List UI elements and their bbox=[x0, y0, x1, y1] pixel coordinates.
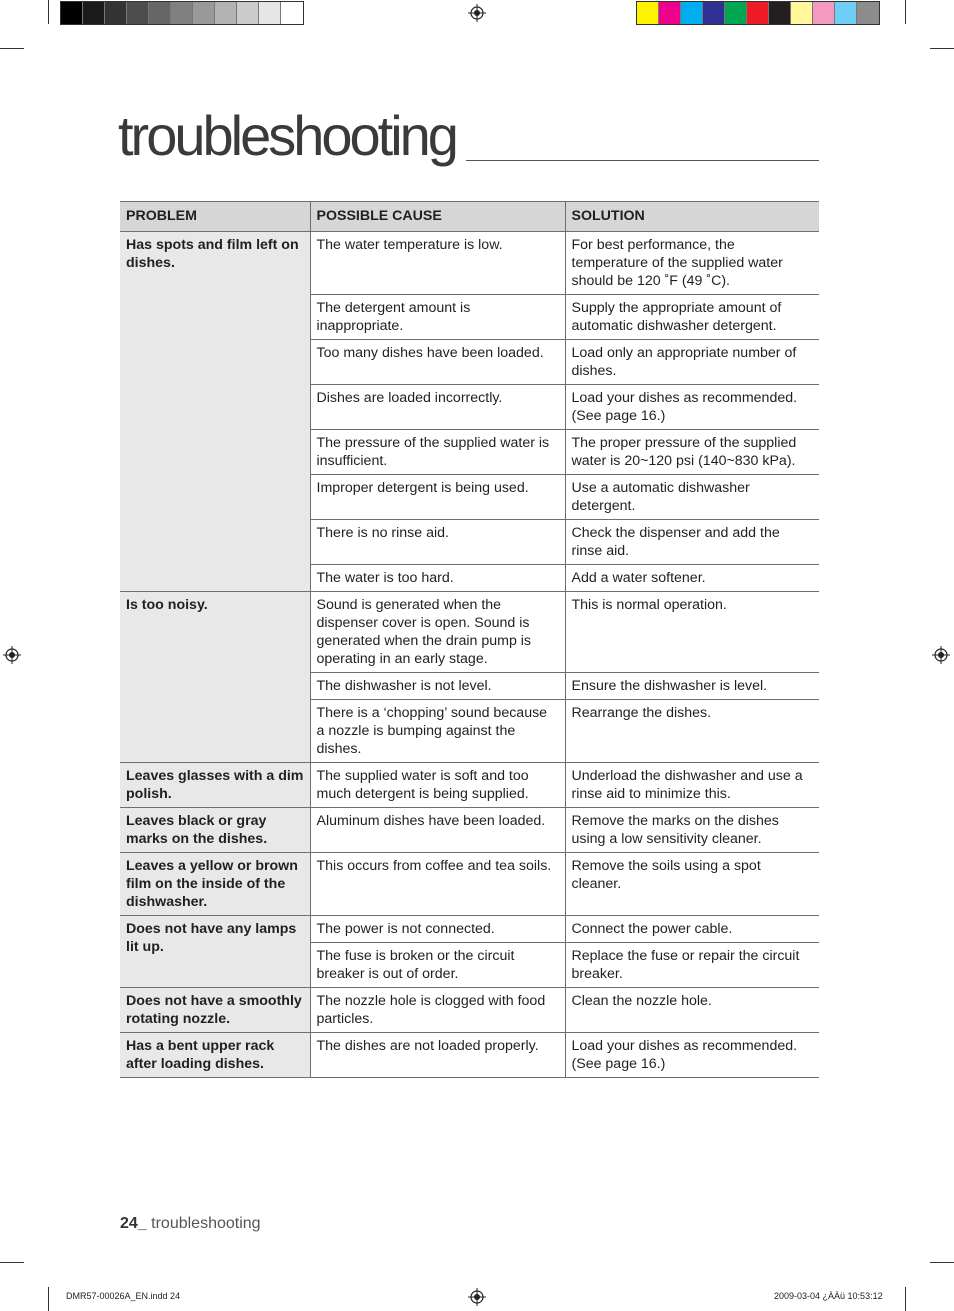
slug-file-name: DMR57-00026A_EN.indd 24 bbox=[66, 1291, 181, 1301]
color-swatch bbox=[237, 2, 259, 24]
problem-cell: Has spots and film left on dishes. bbox=[120, 232, 310, 592]
table-row bbox=[120, 763, 819, 808]
solution-cell: Ensure the dishwasher is level. bbox=[565, 673, 819, 700]
color-swatch bbox=[835, 2, 857, 24]
problem-cell: Is too noisy. bbox=[120, 592, 310, 763]
title-rule bbox=[466, 160, 819, 161]
crop-mark bbox=[930, 1262, 954, 1263]
table-row bbox=[120, 916, 819, 943]
problem-cell: Leaves glasses with a dim polish. bbox=[120, 763, 310, 808]
cause-cell: The dishes are not loaded properly. bbox=[310, 1033, 565, 1078]
table-row bbox=[120, 1033, 819, 1078]
cause-cell: The fuse is broken or the circuit breaker is out of order. bbox=[310, 943, 565, 988]
cause-cell: The water temperature is low. bbox=[310, 232, 565, 295]
cause-cell: The nozzle hole is clogged with food particles. bbox=[310, 988, 565, 1033]
solution-cell: The proper pressure of the supplied water is 20~120 psi (140~830 kPa). bbox=[565, 430, 819, 475]
color-swatch bbox=[149, 2, 171, 24]
table-row bbox=[120, 592, 819, 673]
registration-mark-icon bbox=[468, 4, 486, 22]
problem-cell: Does not have a smoothly rotating nozzle. bbox=[120, 988, 310, 1033]
page-footer bbox=[120, 1215, 261, 1233]
color-swatch bbox=[193, 2, 215, 24]
table-row bbox=[120, 232, 819, 295]
cause-cell: Improper detergent is being used. bbox=[310, 475, 565, 520]
color-swatch bbox=[61, 2, 83, 24]
solution-cell: Load your dishes as recommended. (See page 16.) bbox=[565, 385, 819, 430]
troubleshooting-table bbox=[120, 201, 819, 1078]
problem-cell: Does not have any lamps lit up. bbox=[120, 916, 310, 988]
process-color-bar bbox=[636, 1, 880, 25]
color-swatch bbox=[703, 2, 725, 24]
solution-cell: Replace the fuse or repair the circuit breaker. bbox=[565, 943, 819, 988]
solution-cell: Connect the power cable. bbox=[565, 916, 819, 943]
color-swatch bbox=[791, 2, 813, 24]
footer-section-name: troubleshooting bbox=[151, 1215, 261, 1232]
slug-timestamp: 2009-03-04 ¿ÀÀü 10:53:12 bbox=[774, 1291, 883, 1301]
cause-cell: This occurs from coffee and tea soils. bbox=[310, 853, 565, 916]
cause-cell: Too many dishes have been loaded. bbox=[310, 340, 565, 385]
table-row bbox=[120, 988, 819, 1033]
solution-cell: Remove the marks on the dishes using a low sensitivity cleaner. bbox=[565, 808, 819, 853]
cause-cell: The power is not connected. bbox=[310, 916, 565, 943]
solution-cell: For best performance, the temperature of the supplied water should be 120 ˚F (49 ˚C). bbox=[565, 232, 819, 295]
cause-cell: There is no rinse aid. bbox=[310, 520, 565, 565]
solution-cell: Use a automatic dishwasher detergent. bbox=[565, 475, 819, 520]
color-swatch bbox=[659, 2, 681, 24]
crop-mark bbox=[905, 1287, 906, 1311]
grayscale-color-bar bbox=[60, 1, 304, 25]
problem-cell: Has a bent upper rack after loading dishes. bbox=[120, 1033, 310, 1078]
problem-cell: Leaves black or gray marks on the dishes. bbox=[120, 808, 310, 853]
crop-mark bbox=[0, 48, 24, 49]
footer-page-number: 24_ bbox=[120, 1215, 147, 1232]
cause-cell: The dishwasher is not level. bbox=[310, 673, 565, 700]
color-swatch bbox=[83, 2, 105, 24]
solution-cell: Add a water softener. bbox=[565, 565, 819, 592]
crop-mark bbox=[48, 1287, 49, 1311]
solution-cell: Remove the soils using a spot cleaner. bbox=[565, 853, 819, 916]
table-row bbox=[120, 853, 819, 916]
cause-cell: The pressure of the supplied water is insufficient. bbox=[310, 430, 565, 475]
table-body bbox=[120, 232, 819, 1078]
cause-cell: Aluminum dishes have been loaded. bbox=[310, 808, 565, 853]
color-swatch bbox=[171, 2, 193, 24]
cause-cell: There is a ‘chopping’ sound because a nozzle is bumping against the dishes. bbox=[310, 700, 565, 763]
color-swatch bbox=[215, 2, 237, 24]
cause-cell: The detergent amount is inappropriate. bbox=[310, 295, 565, 340]
cause-cell: Sound is generated when the dispenser cover is open. Sound is generated when the drain pump is operating in an early stage. bbox=[310, 592, 565, 673]
crop-mark bbox=[905, 0, 906, 24]
cause-cell: Dishes are loaded incorrectly. bbox=[310, 385, 565, 430]
color-swatch bbox=[637, 2, 659, 24]
registration-mark-icon bbox=[932, 646, 950, 664]
color-swatch bbox=[281, 2, 303, 24]
header-possible-cause: POSSIBLE CAUSE bbox=[310, 202, 565, 232]
header-problem: PROBLEM bbox=[120, 202, 310, 232]
solution-cell: Supply the appropriate amount of automatic dishwasher detergent. bbox=[565, 295, 819, 340]
registration-mark-icon bbox=[3, 646, 21, 664]
registration-mark-icon bbox=[468, 1288, 486, 1306]
solution-cell: Check the dispenser and add the rinse aid. bbox=[565, 520, 819, 565]
problem-cell: Leaves a yellow or brown film on the inside of the dishwasher. bbox=[120, 853, 310, 916]
solution-cell: Load your dishes as recommended. (See page 16.) bbox=[565, 1033, 819, 1078]
color-swatch bbox=[725, 2, 747, 24]
color-swatch bbox=[769, 2, 791, 24]
cause-cell: The water is too hard. bbox=[310, 565, 565, 592]
color-swatch bbox=[259, 2, 281, 24]
solution-cell: Rearrange the dishes. bbox=[565, 700, 819, 763]
solution-cell: This is normal operation. bbox=[565, 592, 819, 673]
solution-cell: Load only an appropriate number of dishes. bbox=[565, 340, 819, 385]
solution-cell: Underload the dishwasher and use a rinse aid to minimize this. bbox=[565, 763, 819, 808]
cause-cell: The supplied water is soft and too much detergent is being supplied. bbox=[310, 763, 565, 808]
color-swatch bbox=[813, 2, 835, 24]
color-swatch bbox=[105, 2, 127, 24]
page-title: troubleshooting bbox=[118, 104, 456, 167]
color-swatch bbox=[127, 2, 149, 24]
color-swatch bbox=[857, 2, 879, 24]
table-row bbox=[120, 808, 819, 853]
color-swatch bbox=[747, 2, 769, 24]
solution-cell: Clean the nozzle hole. bbox=[565, 988, 819, 1033]
table-header-row bbox=[120, 202, 819, 232]
crop-mark bbox=[0, 1262, 24, 1263]
crop-mark bbox=[930, 48, 954, 49]
color-swatch bbox=[681, 2, 703, 24]
header-solution: SOLUTION bbox=[565, 202, 819, 232]
crop-mark bbox=[48, 0, 49, 24]
